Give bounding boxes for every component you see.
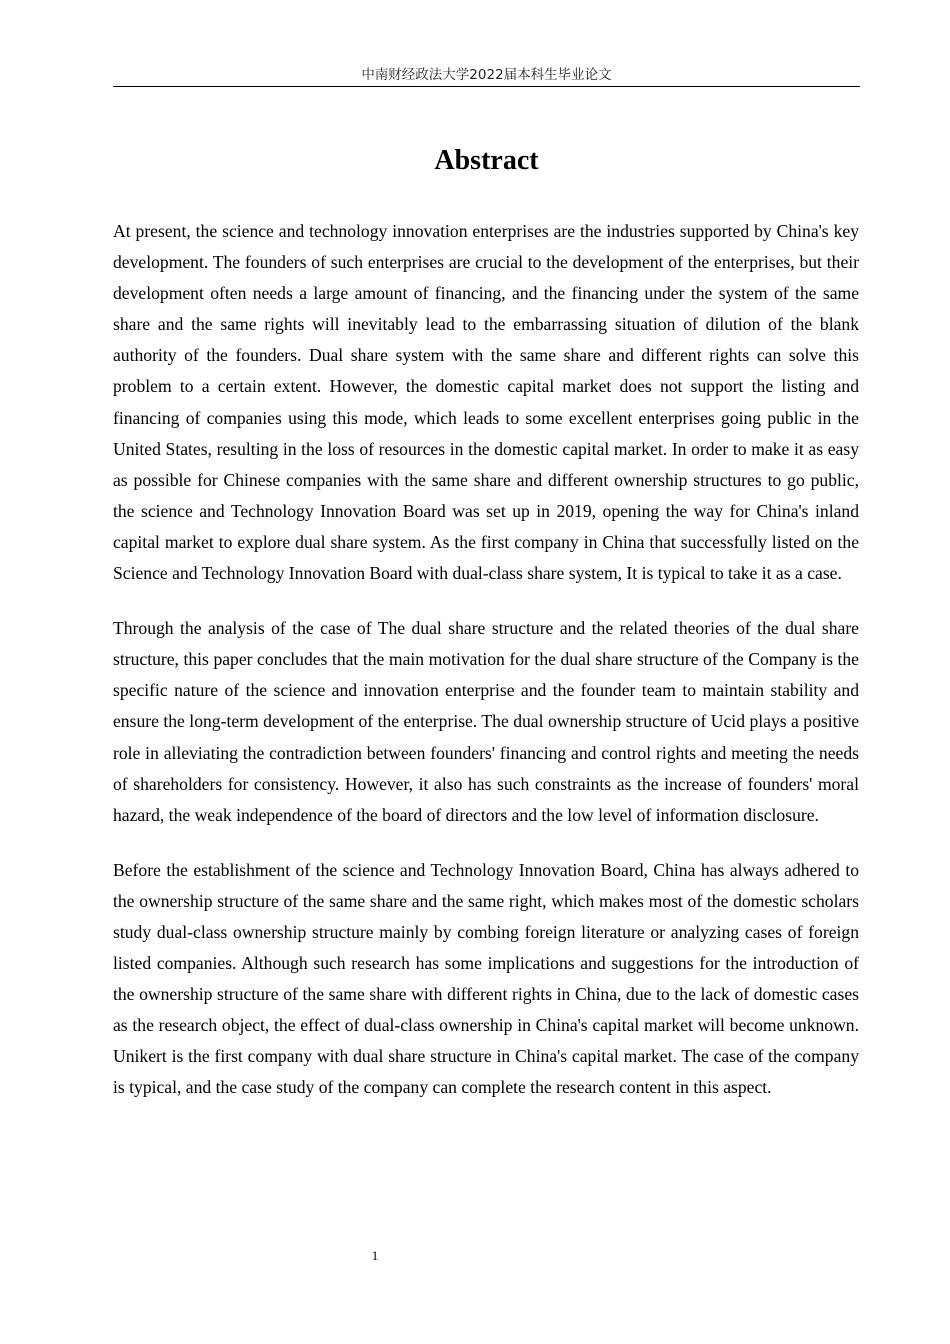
abstract-paragraph-3: Before the establishment of the science and Technology Innovation Board, China has always adhered to the ownership structure of the same share and the same right, which makes most of the domestic scholars study dual-class ownership structure mainly by combing foreign literature or analyzing cases of foreign listed companies. Although such research has some implications and suggestions for the introduction of the ownership structure of the same share with different rights in China, due to the lack of domestic cases as the research object, the effect of dual-class ownership in China's capital market will become unknown. Unikert is the first company with dual share structure in China's capital market. The case of the company is typical, and the case study of the company can complete the research content in this aspect. xyxy=(113,859,859,1098)
abstract-paragraph-2: Through the analysis of the case of The dual share structure and the related theories of the dual share structure, this paper concludes that the main motivation for the dual share structure of the Company is the specific nature of the science and innovation enterprise and the founder team to maintain stability and ensure the long-term development of the enterprise. The dual ownership structure of Ucid plays a positive role in alleviating the contradiction between founders' financing and control rights and meeting the needs of shareholders for consistency. However, it also has such constraints as the increase of founders' moral hazard, the weak independence of the board of directors and the low level of information disclosure. xyxy=(113,618,859,825)
abstract-body xyxy=(113,216,859,1128)
page-number: 1 xyxy=(371,1248,379,1263)
abstract-paragraph-1: At present, the science and technology innovation enterprises are the industries supported by China's key development. The founders of such enterprises are crucial to the development of the enterprises, but their development often needs a large amount of financing, and the financing under the system of the same share and the same rights will inevitably lead to the embarrassing situation of dilution of the blank authority of the founders. Dual share system with the same share and different rights can solve this problem to a certain extent. However, the domestic capital market does not support the listing and financing of companies using this mode, which leads to some excellent enterprises going public in the United States, resulting in the loss of resources in the domestic capital market. In order to make it as easy as possible for Chinese companies with the same share and different ownership structures to go public, the science and Technology Innovation Board was set up in 2019, opening the way for China's inland capital market to explore dual share system. As the first company in China that successfully listed on the Science and Technology Innovation Board with dual-class share system, It is typical to take it as a case. xyxy=(113,221,859,584)
running-header: 中南财经政法大学2022届本科生毕业论文 xyxy=(361,67,612,83)
abstract-title: Abstract xyxy=(434,145,539,176)
header-rule xyxy=(113,86,860,87)
